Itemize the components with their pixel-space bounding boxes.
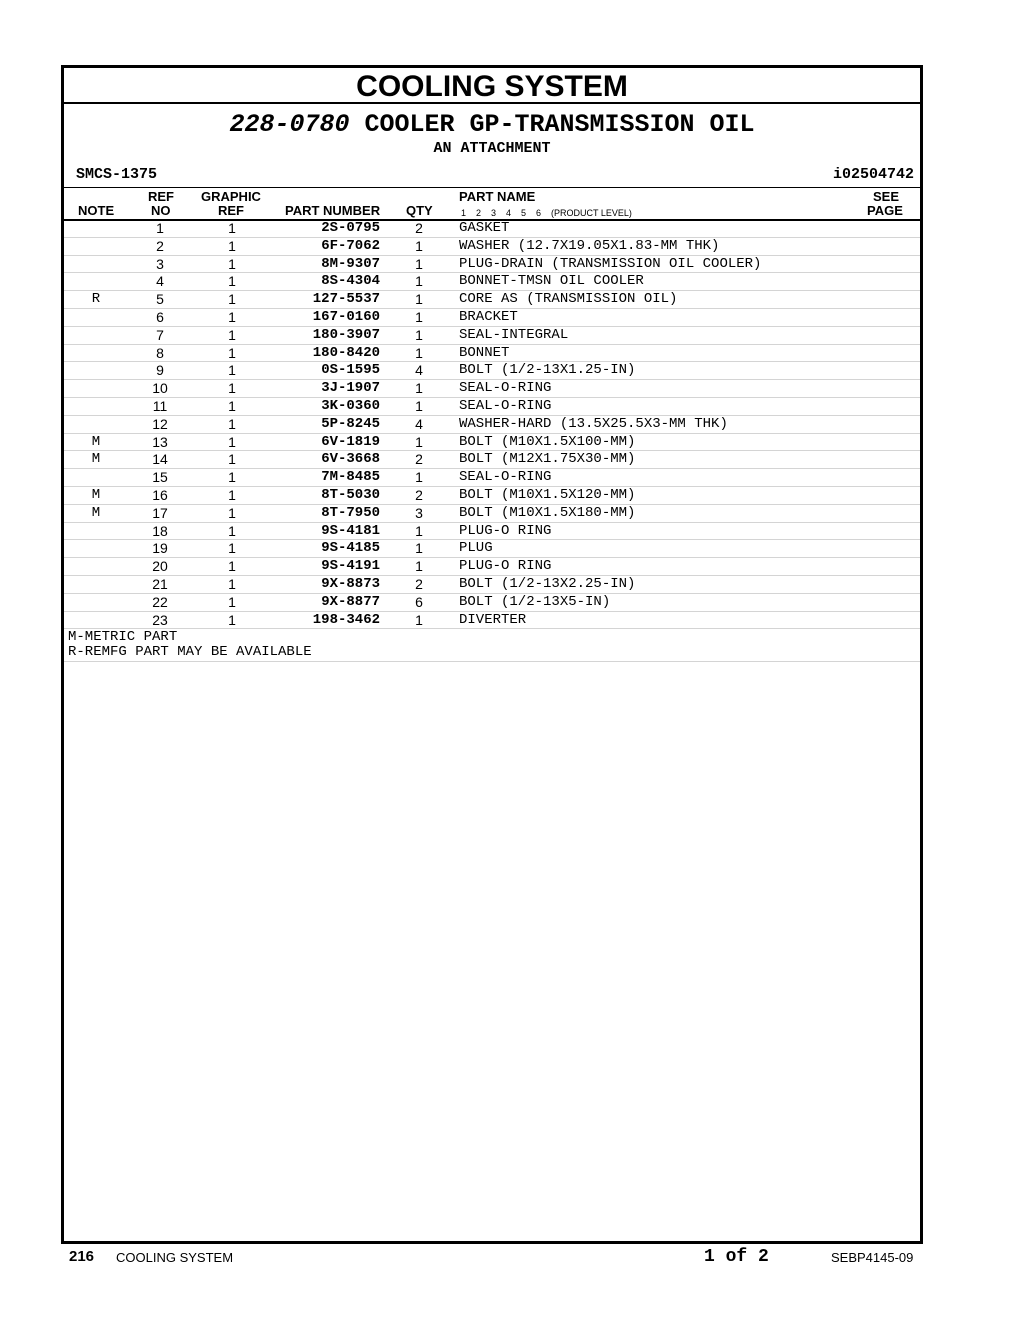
qty-cell: 1	[415, 291, 423, 308]
table-row	[64, 558, 920, 576]
illustration-id: i02504742	[832, 166, 914, 183]
part-number-cell: 5P-8245	[321, 415, 380, 432]
table-row	[64, 505, 920, 523]
qty-cell: 1	[415, 237, 423, 254]
footer-page-of: 1 of 2	[704, 1247, 769, 1267]
graphic-ref-cell: 1	[228, 451, 236, 468]
ref-no-cell: 15	[152, 469, 168, 486]
qty-cell: 4	[415, 362, 423, 379]
ref-no-cell: 20	[152, 558, 168, 575]
ref-no-cell: 14	[152, 451, 168, 468]
part-number-cell: 167-0160	[312, 308, 380, 325]
ref-no-cell: 23	[152, 611, 168, 628]
page-footer	[0, 1240, 1020, 1280]
graphic-ref-cell: 1	[228, 522, 236, 539]
qty-cell: 4	[415, 415, 423, 432]
part-number-cell: 6F-7062	[321, 237, 380, 254]
part-name-cell: DIVERTER	[459, 611, 527, 628]
part-name-cell: BOLT (M12X1.75X30-MM)	[459, 451, 636, 468]
smcs-code: SMCS-1375	[76, 166, 158, 183]
header-ref-top: REF	[148, 189, 174, 204]
ref-no-cell: 5	[156, 291, 164, 308]
ref-no-cell: 10	[152, 380, 168, 397]
graphic-ref-cell: 1	[228, 344, 236, 361]
part-number-cell: 9S-4185	[321, 540, 380, 557]
part-name-cell: BOLT (1/2-13X5-IN)	[459, 593, 611, 610]
graphic-ref-cell: 1	[228, 273, 236, 290]
group-number: 228-0780	[229, 110, 350, 139]
page-frame	[61, 65, 923, 1244]
graphic-ref-cell: 1	[228, 237, 236, 254]
part-number-cell: 8T-7950	[321, 504, 380, 521]
qty-cell: 3	[415, 504, 423, 521]
part-number-cell: 9S-4181	[321, 522, 380, 539]
qty-cell: 1	[415, 308, 423, 325]
note-metric: M-METRIC PART	[68, 629, 178, 645]
part-number-cell: 180-8420	[312, 344, 380, 361]
part-name-cell: BOLT (M10X1.5X100-MM)	[459, 433, 636, 450]
table-row	[64, 291, 920, 309]
part-number-cell: 127-5537	[312, 291, 380, 308]
graphic-ref-cell: 1	[228, 291, 236, 308]
table-row	[64, 416, 920, 434]
table-row	[64, 309, 920, 327]
table-row	[64, 256, 920, 274]
header-ref-bottom: NO	[151, 203, 171, 218]
part-name-cell: BONNET-TMSN OIL COOLER	[459, 273, 644, 290]
graphic-ref-cell: 1	[228, 220, 236, 236]
graphic-ref-cell: 1	[228, 558, 236, 575]
part-name-cell: BOLT (M10X1.5X180-MM)	[459, 504, 636, 521]
table-row	[64, 345, 920, 363]
ref-no-cell: 3	[156, 255, 164, 272]
graphic-ref-cell: 1	[228, 362, 236, 379]
table-row	[64, 469, 920, 487]
part-number-cell: 8M-9307	[321, 255, 380, 272]
qty-cell: 1	[415, 522, 423, 539]
part-number-cell: 6V-1819	[321, 433, 380, 450]
ref-no-cell: 12	[152, 415, 168, 432]
note-cell: R	[91, 291, 101, 308]
qty-cell: 1	[415, 273, 423, 290]
part-name-cell: GASKET	[459, 220, 510, 236]
part-name-cell: BOLT (1/2-13X1.25-IN)	[459, 362, 636, 379]
part-name-cell: PLUG-O RING	[459, 558, 552, 575]
header-qty: QTY	[406, 203, 433, 218]
note-remfg: R-REMFG PART MAY BE AVAILABLE	[68, 644, 312, 660]
table-row	[64, 238, 920, 256]
table-row	[64, 220, 920, 238]
graphic-ref-cell: 1	[228, 255, 236, 272]
header-product-levels: 1 2 3 4 5 6 (PRODUCT LEVEL)	[461, 208, 632, 218]
header-see-top: SEE	[873, 189, 900, 204]
table-row	[64, 523, 920, 541]
qty-cell: 6	[415, 593, 423, 610]
ref-no-cell: 2	[156, 237, 164, 254]
header-graphic-top: GRAPHIC	[201, 189, 261, 204]
part-number-cell: 9X-8877	[321, 593, 380, 610]
part-name-cell: PLUG-DRAIN (TRANSMISSION OIL COOLER)	[459, 255, 762, 272]
part-name-cell: WASHER (12.7X19.05X1.83-MM THK)	[459, 237, 720, 254]
ref-no-cell: 1	[156, 220, 164, 236]
qty-cell: 1	[415, 344, 423, 361]
table-header	[64, 187, 920, 221]
graphic-ref-cell: 1	[228, 611, 236, 628]
footer-page-number: 216	[69, 1248, 95, 1265]
table-row	[64, 362, 920, 380]
graphic-ref-cell: 1	[228, 380, 236, 397]
qty-cell: 2	[415, 451, 423, 468]
qty-cell: 1	[415, 558, 423, 575]
part-name-cell: SEAL-O-RING	[459, 469, 552, 486]
graphic-ref-cell: 1	[228, 504, 236, 521]
ref-no-cell: 18	[152, 522, 168, 539]
ref-no-cell: 7	[156, 326, 164, 343]
part-name-cell: WASHER-HARD (13.5X25.5X3-MM THK)	[459, 415, 728, 432]
qty-cell: 2	[415, 486, 423, 503]
ref-no-cell: 11	[152, 397, 168, 414]
part-name-cell: PLUG-O RING	[459, 522, 552, 539]
table-row	[64, 451, 920, 469]
table-row	[64, 434, 920, 452]
qty-cell: 1	[415, 433, 423, 450]
header-part-name: PART NAME	[459, 189, 536, 204]
ref-no-cell: 8	[156, 344, 164, 361]
qty-cell: 1	[415, 540, 423, 557]
part-number-cell: 9S-4191	[321, 558, 380, 575]
part-number-cell: 8T-5030	[321, 486, 380, 503]
footer-doc-id: SEBP4145-09	[831, 1250, 914, 1265]
note-cell: M	[91, 451, 101, 468]
graphic-ref-cell: 1	[228, 486, 236, 503]
ref-no-cell: 13	[152, 433, 168, 450]
parts-table	[64, 220, 920, 629]
ref-no-cell: 9	[156, 362, 164, 379]
part-name-cell: CORE AS (TRANSMISSION OIL)	[459, 291, 678, 308]
table-row	[64, 487, 920, 505]
note-cell: M	[91, 504, 101, 521]
footer-section: COOLING SYSTEM	[116, 1250, 234, 1265]
table-row	[64, 327, 920, 345]
table-row	[64, 380, 920, 398]
ref-no-cell: 22	[152, 593, 168, 610]
ref-no-cell: 21	[152, 575, 168, 592]
header-part-number: PART NUMBER	[285, 203, 381, 218]
group-name: COOLER GP-TRANSMISSION OIL	[364, 110, 755, 139]
part-name-cell: BOLT (1/2-13X2.25-IN)	[459, 575, 636, 592]
part-number-cell: 180-3907	[312, 326, 380, 343]
table-row	[64, 273, 920, 291]
part-name-cell: BONNET	[459, 344, 510, 361]
ref-no-cell: 16	[152, 486, 168, 503]
part-name-cell: BRACKET	[459, 308, 518, 325]
part-number-cell: 3J-1907	[321, 380, 380, 397]
ref-no-cell: 17	[152, 504, 168, 521]
graphic-ref-cell: 1	[228, 469, 236, 486]
qty-cell: 1	[415, 326, 423, 343]
part-name-cell: BOLT (M10X1.5X120-MM)	[459, 486, 636, 503]
part-number-cell: 8S-4304	[321, 273, 380, 290]
note-cell: M	[91, 486, 101, 503]
table-row	[64, 576, 920, 594]
graphic-ref-cell: 1	[228, 540, 236, 557]
part-number-cell: 0S-1595	[321, 362, 380, 379]
qty-cell: 2	[415, 220, 423, 236]
table-row	[64, 612, 920, 630]
note-cell: M	[91, 433, 101, 450]
table-row	[64, 398, 920, 416]
graphic-ref-cell: 1	[228, 433, 236, 450]
part-name-cell: SEAL-INTEGRAL	[459, 326, 569, 343]
notes-block	[68, 630, 920, 660]
graphic-ref-cell: 1	[228, 593, 236, 610]
part-name-cell: SEAL-O-RING	[459, 397, 552, 414]
qty-cell: 1	[415, 255, 423, 272]
graphic-ref-cell: 1	[228, 415, 236, 432]
qty-cell: 1	[415, 380, 423, 397]
group-title	[64, 110, 920, 140]
part-name-cell: PLUG	[459, 540, 493, 557]
qty-cell: 1	[415, 397, 423, 414]
section-title: COOLING SYSTEM	[64, 68, 920, 104]
header-see-bottom: PAGE	[867, 203, 903, 218]
part-number-cell: 3K-0360	[321, 397, 380, 414]
ref-no-cell: 4	[156, 273, 164, 290]
graphic-ref-cell: 1	[228, 326, 236, 343]
table-row	[64, 540, 920, 558]
graphic-ref-cell: 1	[228, 308, 236, 325]
header-graphic-bottom: REF	[218, 203, 244, 218]
part-number-cell: 198-3462	[312, 611, 380, 628]
qty-cell: 2	[415, 575, 423, 592]
ref-no-cell: 19	[152, 540, 168, 557]
divider	[64, 661, 920, 662]
qty-cell: 1	[415, 611, 423, 628]
part-number-cell: 2S-0795	[321, 220, 380, 236]
part-number-cell: 7M-8485	[321, 469, 380, 486]
part-number-cell: 9X-8873	[321, 575, 380, 592]
qty-cell: 1	[415, 469, 423, 486]
graphic-ref-cell: 1	[228, 397, 236, 414]
ref-no-cell: 6	[156, 308, 164, 325]
header-note: NOTE	[78, 203, 115, 218]
table-row	[64, 594, 920, 612]
part-name-cell: SEAL-O-RING	[459, 380, 552, 397]
graphic-ref-cell: 1	[228, 575, 236, 592]
group-subtitle: AN ATTACHMENT	[433, 140, 551, 157]
part-number-cell: 6V-3668	[321, 451, 380, 468]
